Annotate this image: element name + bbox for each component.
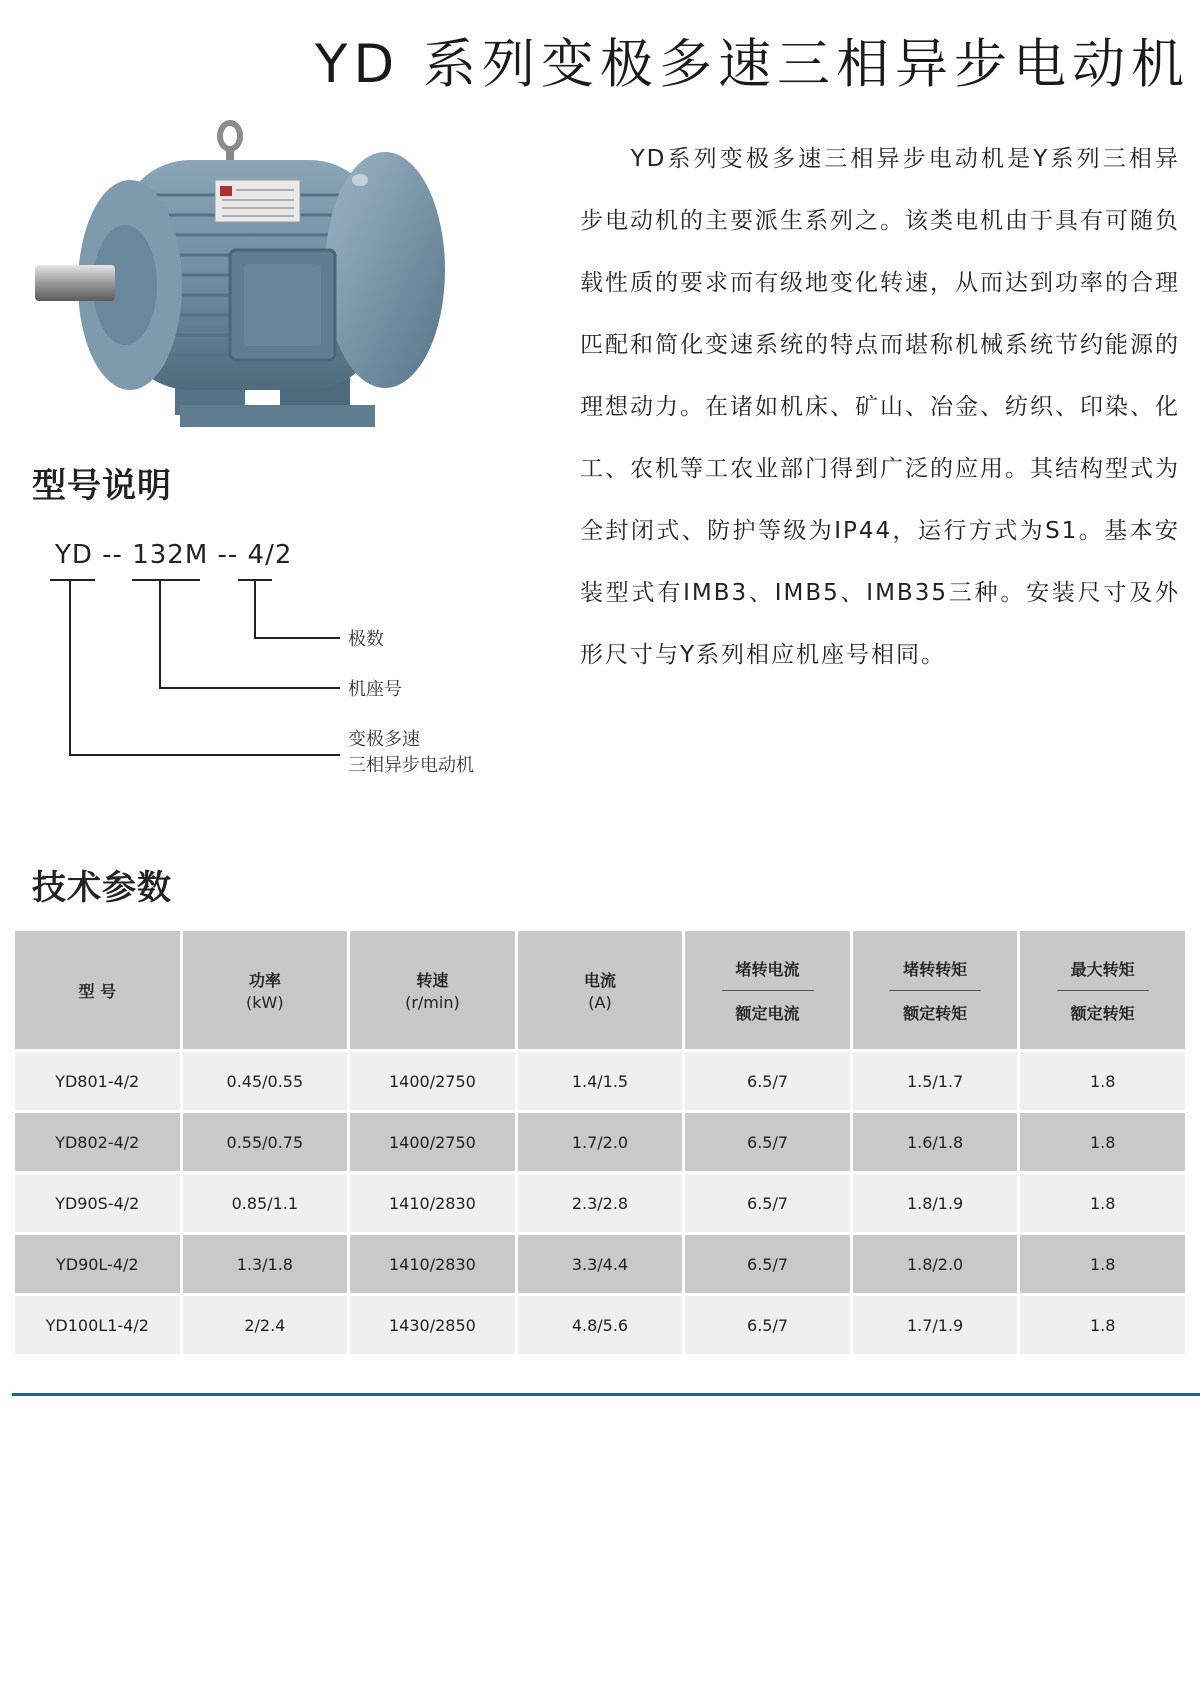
col-locked-current-ratio: 堵转电流 额定电流: [685, 931, 850, 1049]
cell-current: 2.3/2.8: [518, 1174, 683, 1232]
cell-current: 4.8/5.6: [518, 1296, 683, 1354]
label-type-line1: 变极多速: [348, 729, 420, 750]
label-frame: 机座号: [348, 679, 402, 700]
cell-power: 1.3/1.8: [183, 1235, 348, 1293]
cell-locked-torque: 1.6/1.8: [853, 1113, 1018, 1171]
page-title: YD 系列变极多速三相异步电动机: [314, 34, 1190, 95]
col-power: 功率 (kW): [183, 931, 348, 1049]
cell-locked-torque: 1.5/1.7: [853, 1052, 1018, 1110]
model-code-diagram: [40, 575, 560, 825]
cell-max-torque: 1.8: [1020, 1296, 1185, 1354]
cell-model: YD90S-4/2: [15, 1174, 180, 1232]
col-max-torque-ratio: 最大转矩 额定转矩: [1020, 931, 1185, 1049]
cell-speed: 1410/2830: [350, 1235, 515, 1293]
cell-speed: 1400/2750: [350, 1052, 515, 1110]
cell-current: 3.3/4.4: [518, 1235, 683, 1293]
col-current: 电流 (A): [518, 931, 683, 1049]
col-speed: 转速 (r/min): [350, 931, 515, 1049]
cell-speed: 1430/2850: [350, 1296, 515, 1354]
model-explain-heading: 型号说明: [32, 466, 172, 506]
cell-speed: 1400/2750: [350, 1113, 515, 1171]
cell-max-torque: 1.8: [1020, 1174, 1185, 1232]
tech-heading: 技术参数: [32, 868, 172, 908]
cell-locked-torque: 1.7/1.9: [853, 1296, 1018, 1354]
spec-header-row: [15, 931, 1185, 1049]
cell-model: YD100L1-4/2: [15, 1296, 180, 1354]
cell-power: 0.45/0.55: [183, 1052, 348, 1110]
table-row: [15, 1235, 1185, 1293]
cell-max-torque: 1.8: [1020, 1113, 1185, 1171]
cell-locked-current: 6.5/7: [685, 1174, 850, 1232]
col-model: 型 号: [15, 931, 180, 1049]
cell-max-torque: 1.8: [1020, 1052, 1185, 1110]
cell-model: YD90L-4/2: [15, 1235, 180, 1293]
cell-power: 0.55/0.75: [183, 1113, 348, 1171]
table-row: [15, 1113, 1185, 1171]
label-type-line2: 三相异步电动机: [348, 755, 474, 776]
cell-model: YD801-4/2: [15, 1052, 180, 1110]
label-poles: 极数: [348, 629, 384, 650]
cell-current: 1.4/1.5: [518, 1052, 683, 1110]
cell-speed: 1410/2830: [350, 1174, 515, 1232]
table-row: [15, 1052, 1185, 1110]
cell-model: YD802-4/2: [15, 1113, 180, 1171]
cell-current: 1.7/2.0: [518, 1113, 683, 1171]
cell-locked-current: 6.5/7: [685, 1296, 850, 1354]
cell-power: 0.85/1.1: [183, 1174, 348, 1232]
cell-locked-torque: 1.8/1.9: [853, 1174, 1018, 1232]
cell-power: 2/2.4: [183, 1296, 348, 1354]
bottom-accent-rule: [12, 1393, 1200, 1396]
model-code-example: YD -- 132M -- 4/2: [55, 540, 293, 570]
product-description: YD系列变极多速三相异步电动机是Y系列三相异步电动机的主要派生系列之。该类电机由于具有可随负载性质的要求而有级地变化转速，从而达到功率的合理匹配和简化变速系统的特点而堪称机械系统节约能源的理想动力。在诸如机床、矿山、冶金、纺织、印染、化工、农机等工农业部门得到广泛的应用。其结构型式为全封闭式、防护等级为IP44，运行方式为S1。基本安装型式有IMB3、IMB5、IMB35三种。安装尺寸及外形尺寸与Y系列相应机座号相同。: [580, 146, 1180, 668]
spec-table: [12, 928, 1188, 1357]
cell-locked-current: 6.5/7: [685, 1052, 850, 1110]
cell-locked-current: 6.5/7: [685, 1113, 850, 1171]
cell-locked-torque: 1.8/2.0: [853, 1235, 1018, 1293]
motor-image: [30, 120, 490, 460]
table-row: [15, 1174, 1185, 1232]
cell-max-torque: 1.8: [1020, 1235, 1185, 1293]
col-locked-torque-ratio: 堵转转矩 额定转矩: [853, 931, 1018, 1049]
table-row: [15, 1296, 1185, 1354]
cell-locked-current: 6.5/7: [685, 1235, 850, 1293]
